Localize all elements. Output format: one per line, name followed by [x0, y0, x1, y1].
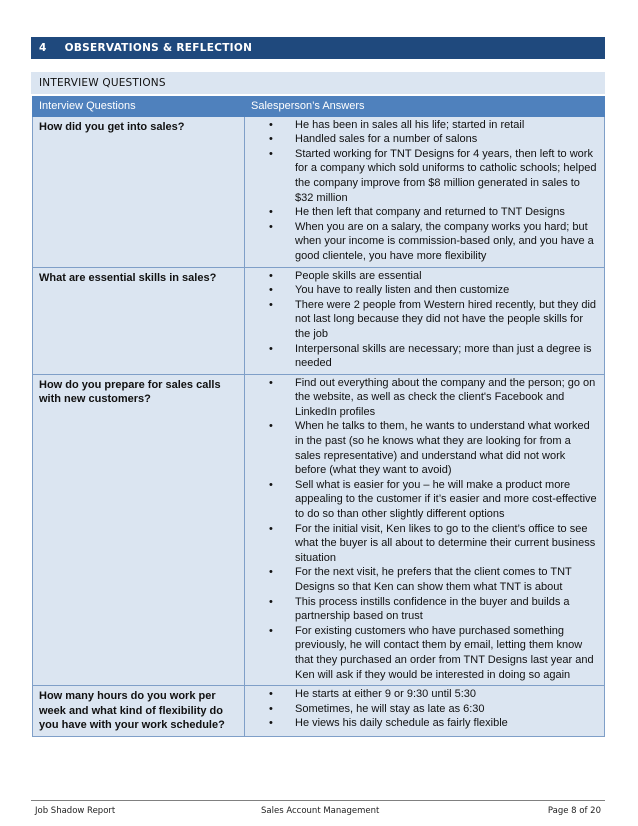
answer-item: • When you are on a salary, the company works you hard; but when your income is commission-based only, and you have a good clientele, you have more flexibility	[295, 220, 598, 264]
answer-list	[251, 376, 598, 682]
answer-item: • Sell what is easier for you – he will make a product more appealing to the customer if it’s easier and more cost-effective to do so than other slightly different options	[295, 478, 598, 522]
answer-item: • You have to really listen and then customize	[295, 283, 598, 298]
answer-list	[251, 687, 598, 731]
table-row	[33, 267, 605, 374]
interview-question: What are essential skills in sales?	[33, 267, 245, 374]
interview-question: How did you get into sales?	[33, 116, 245, 267]
answer-cell	[245, 374, 605, 685]
answer-list	[251, 118, 598, 264]
answer-item: • People skills are essential	[295, 269, 598, 284]
answer-item: • When he talks to them, he wants to understand what worked in the past (so he knows what they are looking for from a sales representative) and understand what did not work before (what they want to avoid)	[295, 419, 598, 477]
interview-question: How do you prepare for sales calls with new customers?	[33, 374, 245, 685]
answer-item: • He starts at either 9 or 9:30 until 5:30	[295, 687, 598, 702]
answer-item: • For the next visit, he prefers that the client comes to TNT Designs so that Ken can show them what TNT is about	[295, 565, 598, 594]
answer-item: • For existing customers who have purchased something previously, he will contact them by email, letting them know that they purchased an order from TNT Designs last year and Ken will ask if they would be interested in doing so again	[295, 624, 598, 682]
interview-question: How many hours do you work per week and what kind of flexibility do you have with your work schedule?	[33, 686, 245, 737]
table-header-row	[33, 97, 605, 117]
column-header-answers: Salesperson’s Answers	[245, 97, 605, 117]
section-title: OBSERVATIONS & REFLECTION	[64, 42, 253, 54]
answer-item: • He then left that company and returned to TNT Designs	[295, 205, 598, 220]
table-body	[33, 116, 605, 736]
subsection-heading: INTERVIEW QUESTIONS	[31, 72, 605, 94]
footer-page-number: Page 8 of 20	[547, 806, 601, 816]
section-number: 4	[39, 42, 47, 54]
table-row	[33, 116, 605, 267]
footer-course-title: Sales Account Management	[261, 806, 380, 816]
section-heading	[31, 37, 605, 59]
answer-item: • Interpersonal skills are necessary; more than just a degree is needed	[295, 342, 598, 371]
answer-item: • Started working for TNT Designs for 4 years, then left to work for a company which sold uniforms to catholic schools; helped the company improve from $8 million generated in sales to $32 million	[295, 147, 598, 205]
table-row	[33, 686, 605, 737]
answer-item: • Find out everything about the company and the person; go on the website, as well as check the client's Facebook and LinkedIn profiles	[295, 376, 598, 420]
answer-item: • There were 2 people from Western hired recently, but they did not last long because they did not have the people skills for the job	[295, 298, 598, 342]
column-header-questions: Interview Questions	[33, 97, 245, 117]
table-row	[33, 374, 605, 685]
answer-list	[251, 269, 598, 371]
answer-item: • He has been in sales all his life; started in retail	[295, 118, 598, 133]
answer-cell	[245, 686, 605, 737]
answer-item: • He views his daily schedule as fairly flexible	[295, 716, 598, 731]
interview-table	[32, 96, 605, 737]
answer-cell	[245, 116, 605, 267]
answer-item: • Sometimes, he will stay as late as 6:30	[295, 702, 598, 717]
answer-item: • Handled sales for a number of salons	[295, 132, 598, 147]
answer-item: • For the initial visit, Ken likes to go to the client’s office to see what the buyer is all about to determine their current business situation	[295, 522, 598, 566]
answer-item: • This process instills confidence in the buyer and builds a partnership based on trust	[295, 595, 598, 624]
footer-divider	[31, 800, 605, 801]
footer-report-title: Job Shadow Report	[35, 806, 116, 816]
answer-cell	[245, 267, 605, 374]
